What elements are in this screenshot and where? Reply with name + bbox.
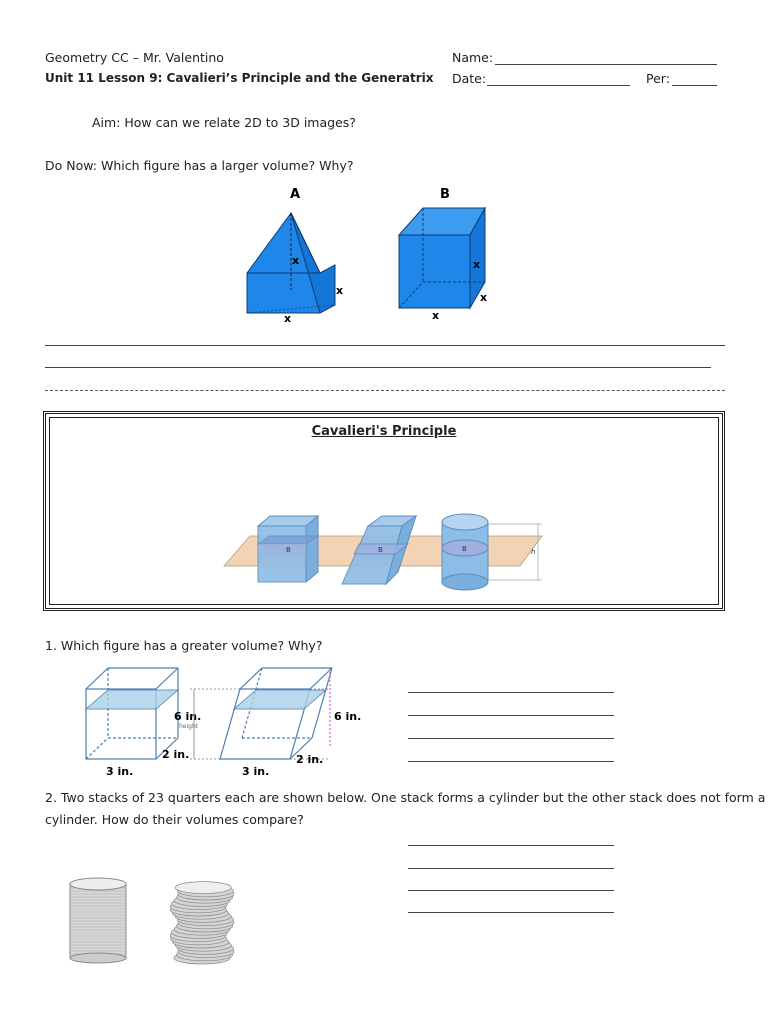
pyramid-depth-label: x	[336, 284, 344, 297]
date-label: Date:	[452, 71, 487, 86]
coin-stacks	[62, 876, 252, 966]
figure-b-cube	[390, 180, 510, 330]
cube-width-label: x	[432, 309, 440, 322]
name-field[interactable]	[495, 64, 717, 65]
q1-prisms	[80, 664, 370, 780]
q1-depth-label-2: 2 in.	[296, 753, 324, 766]
figure-a-label: A	[290, 187, 301, 202]
q2-answer-line-1[interactable]	[408, 845, 614, 846]
oblique-coin-stack	[170, 882, 234, 964]
q1-height-label-1: 6 in.	[174, 710, 202, 723]
date-field[interactable]	[487, 85, 630, 86]
answer-line-1[interactable]	[45, 345, 725, 346]
section-label-2: B	[378, 546, 383, 554]
height-label: h	[531, 548, 536, 556]
q1-text: 1. Which figure has a greater volume? Why?	[45, 638, 323, 653]
q1-height-small: height	[179, 723, 199, 730]
q1-width-label-2: 3 in.	[242, 765, 270, 778]
aim-text: Aim: How can we relate 2D to 3D images?	[92, 115, 356, 130]
figure-b-label: B	[440, 187, 450, 202]
box-title: Cavalieri's Principle	[311, 424, 457, 439]
section-divider	[45, 390, 725, 391]
q1-depth-label-1: 2 in.	[162, 748, 190, 761]
answer-line-2[interactable]	[45, 367, 711, 368]
do-now-question: Do Now: Which figure has a larger volume? Why?	[45, 158, 354, 173]
cube-depth-label: x	[480, 291, 488, 304]
section-label-1: B	[286, 546, 291, 554]
q2-answer-line-3[interactable]	[408, 890, 614, 891]
q1-answer-line-3[interactable]	[408, 738, 614, 739]
figure-a-pyramid	[240, 180, 360, 330]
lesson-title: Unit 11 Lesson 9: Cavalieri’s Principle and the Generatrix	[45, 71, 434, 85]
section-label-3: B	[462, 545, 467, 553]
q2-answer-line-2[interactable]	[408, 868, 614, 869]
q1-width-label-1: 3 in.	[106, 765, 134, 778]
name-label: Name:	[452, 50, 494, 65]
right-prism	[258, 516, 318, 582]
q1-answer-line-4[interactable]	[408, 761, 614, 762]
q2-text-line2: cylinder. How do their volumes compare?	[45, 812, 304, 827]
cylinder	[442, 514, 488, 590]
course-title: Geometry CC – Mr. Valentino	[45, 50, 224, 65]
cylinder-coin-stack	[70, 878, 126, 963]
pyramid-width-label: x	[284, 312, 292, 325]
q2-text-line1: 2. Two stacks of 23 quarters each are shown below. One stack forms a cylinder but the other stack does not form a	[45, 790, 766, 805]
cavalieri-diagram	[220, 508, 550, 598]
pyramid-height-label: x	[292, 254, 300, 267]
period-field[interactable]	[672, 85, 717, 86]
q2-answer-line-4[interactable]	[408, 912, 614, 913]
q1-answer-line-1[interactable]	[408, 692, 614, 693]
q1-height-label-2: 6 in.	[334, 710, 362, 723]
cube-height-label: x	[473, 258, 481, 271]
coin	[175, 882, 231, 894]
period-label: Per:	[646, 71, 670, 86]
q1-answer-line-2[interactable]	[408, 715, 614, 716]
